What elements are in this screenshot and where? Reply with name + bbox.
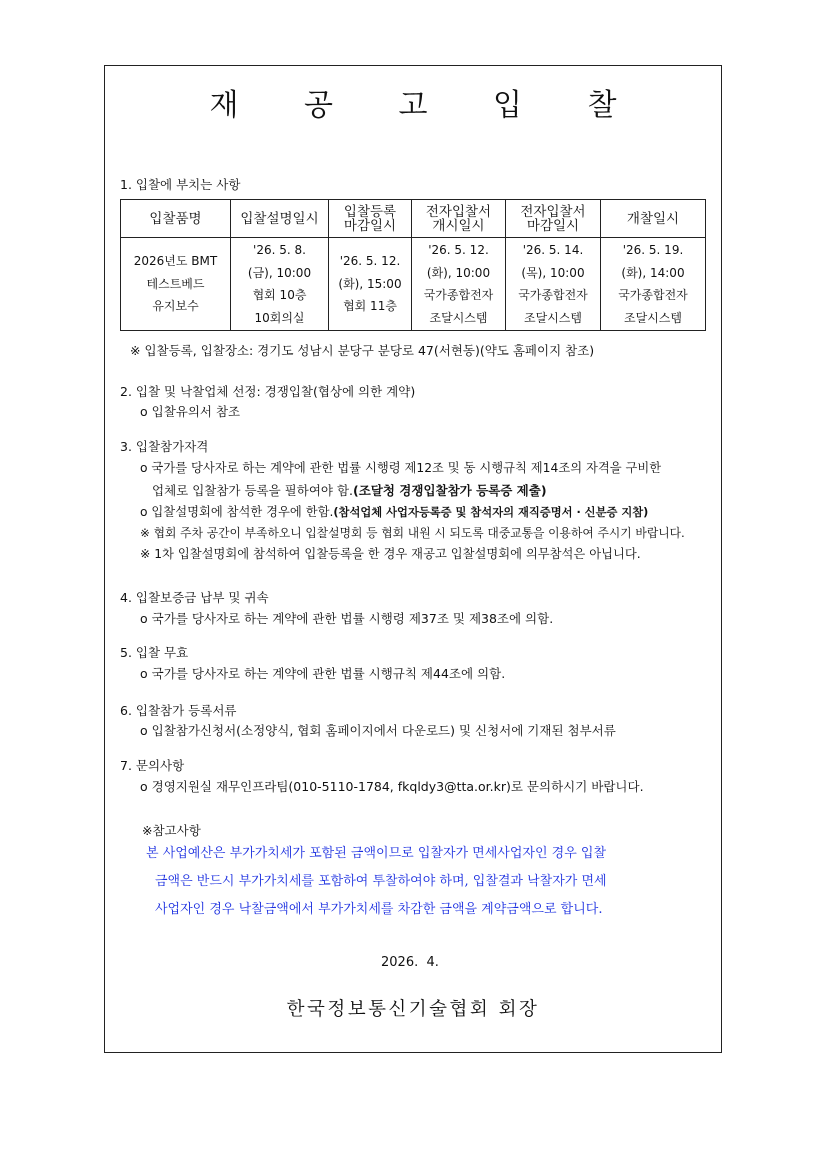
header-cell <box>231 200 329 238</box>
table-row <box>121 238 706 331</box>
section-3-item-1-cont <box>152 483 547 499</box>
location-note: ※ 입찰등록, 입찰장소: 경기도 성남시 분당구 분당로 47(서현동)(약도 홈페이지 참조) <box>130 343 595 358</box>
header-cell <box>412 200 506 238</box>
section-3-note-2: ※ 1차 입찰설명회에 참석하여 입찰등록을 한 경우 재공고 입찰설명회에 의무참석은 아닙니다. <box>140 547 641 561</box>
header-label: 전자입찰서 개시일시 <box>425 203 492 234</box>
page-title: 재 공 고 입 찰 <box>209 88 645 123</box>
section-5-item: o 국가를 당사자로 하는 계약에 관한 법률 시행규칙 제44조에 의함. <box>140 666 506 681</box>
header-label: 전자입찰서 마감일시 <box>520 203 586 234</box>
header-cell <box>329 200 412 238</box>
section-5-heading: 5. 입찰 무효 <box>120 645 189 660</box>
section-3-heading: 3. 입찰참가자격 <box>120 439 209 454</box>
table-cell <box>329 238 412 331</box>
item-text: o 입찰설명회에 참석한 경우에 한함. <box>140 505 334 519</box>
section-3-item-2 <box>140 504 648 521</box>
header-label: 개찰일시 <box>626 210 680 227</box>
signature: 한국정보통신기술협회 회장 <box>286 999 540 1020</box>
header-cell <box>601 200 706 238</box>
table-cell <box>506 238 601 331</box>
reference-heading: ※참고사항 <box>142 823 201 838</box>
table-cell <box>231 238 329 331</box>
section-2-heading: 2. 입찰 및 낙찰업체 선정: 경쟁입찰(협상에 의한 계약) <box>120 384 416 399</box>
section-2-item: o 입찰유의서 참조 <box>140 404 241 419</box>
section-7-item: o 경영지원실 재무인프라팀(010-5110-1784, fkqldy3@tta.or.kr)로 문의하시기 바랍니다. <box>140 779 644 794</box>
header-label: 입찰품명 <box>149 210 202 227</box>
bid-schedule-table <box>120 199 706 331</box>
cell-text: '26. 5. 12. (화), 10:00 국가종합전자 조달시스템 <box>423 243 494 325</box>
section-3-note-1: ※ 협회 주차 공간이 부족하오니 입찰설명회 등 협회 내원 시 되도록 대중교통을 이용하여 주시기 바랍니다. <box>140 526 685 540</box>
header-cell <box>121 200 231 238</box>
header-label: 입찰등록 마감일시 <box>343 203 397 234</box>
table-cell <box>601 238 706 331</box>
reference-line-3: 사업자인 경우 낙찰금액에서 부가가치세를 차감한 금액을 계약금액으로 합니다. <box>155 902 603 917</box>
header-cell <box>506 200 601 238</box>
section-4-heading: 4. 입찰보증금 납부 및 귀속 <box>120 590 269 605</box>
section-7-heading: 7. 문의사항 <box>120 758 185 773</box>
section-6-heading: 6. 입찰참가 등록서류 <box>120 703 237 718</box>
section-3-item-1: o 국가를 당사자로 하는 계약에 관한 법률 시행령 제12조 및 동 시행규칙 제14조의 자격을 구비한 <box>140 461 662 475</box>
table-cell <box>412 238 506 331</box>
section-6-item: o 입찰참가신청서(소정양식, 협회 홈페이지에서 다운로드) 및 신청서에 기재된 첨부서류 <box>140 723 616 738</box>
item-bold-text: (참석업체 사업자등록증 및 참석자의 재직증명서 · 신분증 지참) <box>333 506 649 519</box>
section-1-heading: 1. 입찰에 부치는 사항 <box>120 177 241 192</box>
cell-text: '26. 5. 19. (화), 14:00 국가종합전자 조달시스템 <box>618 243 688 325</box>
section-4-item: o 국가를 당사자로 하는 계약에 관한 법률 시행령 제37조 및 제38조에 의함. <box>140 611 554 626</box>
document-date: 2026. 4. <box>381 955 439 970</box>
item-text: 업체로 입찰참가 등록을 필하여야 함. <box>152 483 353 498</box>
cell-text: 2026년도 BMT 테스트베드 유지보수 <box>133 254 218 314</box>
table-header-row <box>121 200 706 238</box>
reference-line-1: 본 사업예산은 부가가치세가 포함된 금액이므로 입찰자가 면세사업자인 경우 입찰 <box>146 846 607 861</box>
reference-line-2: 금액은 반드시 부가가치세를 포함하여 투찰하여야 하며, 입찰결과 낙찰자가 면세 <box>155 874 607 889</box>
table-cell <box>121 238 231 331</box>
item-bold-text: (조달청 경쟁입찰참가 등록증 제출) <box>353 483 547 498</box>
cell-text: '26. 5. 12. (화), 15:00 협회 11층 <box>338 254 402 314</box>
cell-text: '26. 5. 8. (금), 10:00 협회 10층 10회의실 <box>247 243 312 325</box>
cell-text: '26. 5. 14. (목), 10:00 국가종합전자 조달시스템 <box>518 243 588 325</box>
header-label: 입찰설명일시 <box>240 210 319 227</box>
